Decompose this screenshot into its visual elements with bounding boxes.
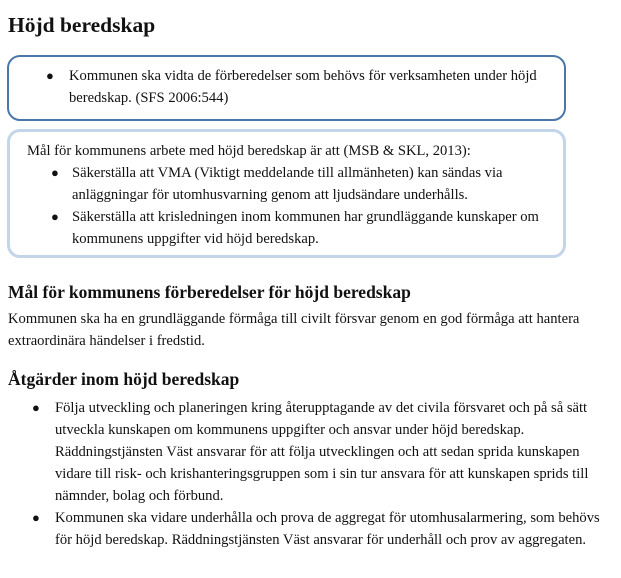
list-item — [10, 162, 563, 206]
page-title: Höjd beredskap — [8, 13, 156, 37]
list-item — [0, 507, 621, 551]
bullet-icon: ● — [46, 68, 54, 83]
goals-heading: Mål för kommunens förberedelser för höjd beredskap — [8, 282, 411, 302]
goals-intro: Mål för kommunens arbete med höjd beredskap är att (MSB & SKL, 2013): — [27, 143, 471, 159]
actions-list — [0, 397, 621, 551]
bullet-icon: ● — [32, 510, 40, 525]
list-item-text: Kommunen ska vidta de förberedelser som behövs för verksamheten under höjd beredskap. (SFS 2006:544) — [69, 68, 537, 106]
list-item — [0, 397, 621, 507]
list-item — [10, 206, 563, 250]
goals-box — [7, 129, 566, 258]
bullet-icon: ● — [32, 400, 40, 415]
list-item-text: Säkerställa att VMA (Viktigt meddelande till allmänheten) kan sändas via anläggningar för utomhusvarning genom att ljudsändare underhålls. — [72, 165, 503, 203]
goals-list — [10, 162, 563, 250]
list-item-text: Säkerställa att krisledningen inom kommunen har grundläggande kunskaper om kommunens uppgifter vid höjd beredskap. — [72, 209, 539, 247]
goals-paragraph: Kommunen ska ha en grundläggande förmåga till civilt försvar genom en god förmåga att hantera extraordinära händelser i fredstid. — [8, 311, 580, 349]
list-item — [9, 65, 564, 109]
list-item-text: Kommunen ska vidare underhålla och prova de aggregat för utomhusalarmering, som behövs för höjd beredskap. Räddningstjänsten Väst ansvarar för underhåll och prov av aggregaten. — [55, 510, 600, 548]
list-item-text: Följa utveckling och planeringen kring återupptagande av det civila försvaret och på så sätt utveckla kunskapen om kommunens uppgifter och ansvar under höjd beredskap. Räddningstjänsten Väst ansvarar för att följa utvecklingen och att sedan sprida kunskapen vidare till risk- och krishanteringsgruppen som i sin tur ansvara för att kunskapen sprids till nämnder, bolag och förbund. — [55, 400, 589, 504]
bullet-icon: ● — [51, 165, 59, 180]
actions-heading: Åtgärder inom höjd beredskap — [8, 369, 240, 389]
bullet-icon: ● — [51, 209, 59, 224]
requirement-list — [9, 57, 564, 109]
requirement-box — [7, 55, 566, 121]
